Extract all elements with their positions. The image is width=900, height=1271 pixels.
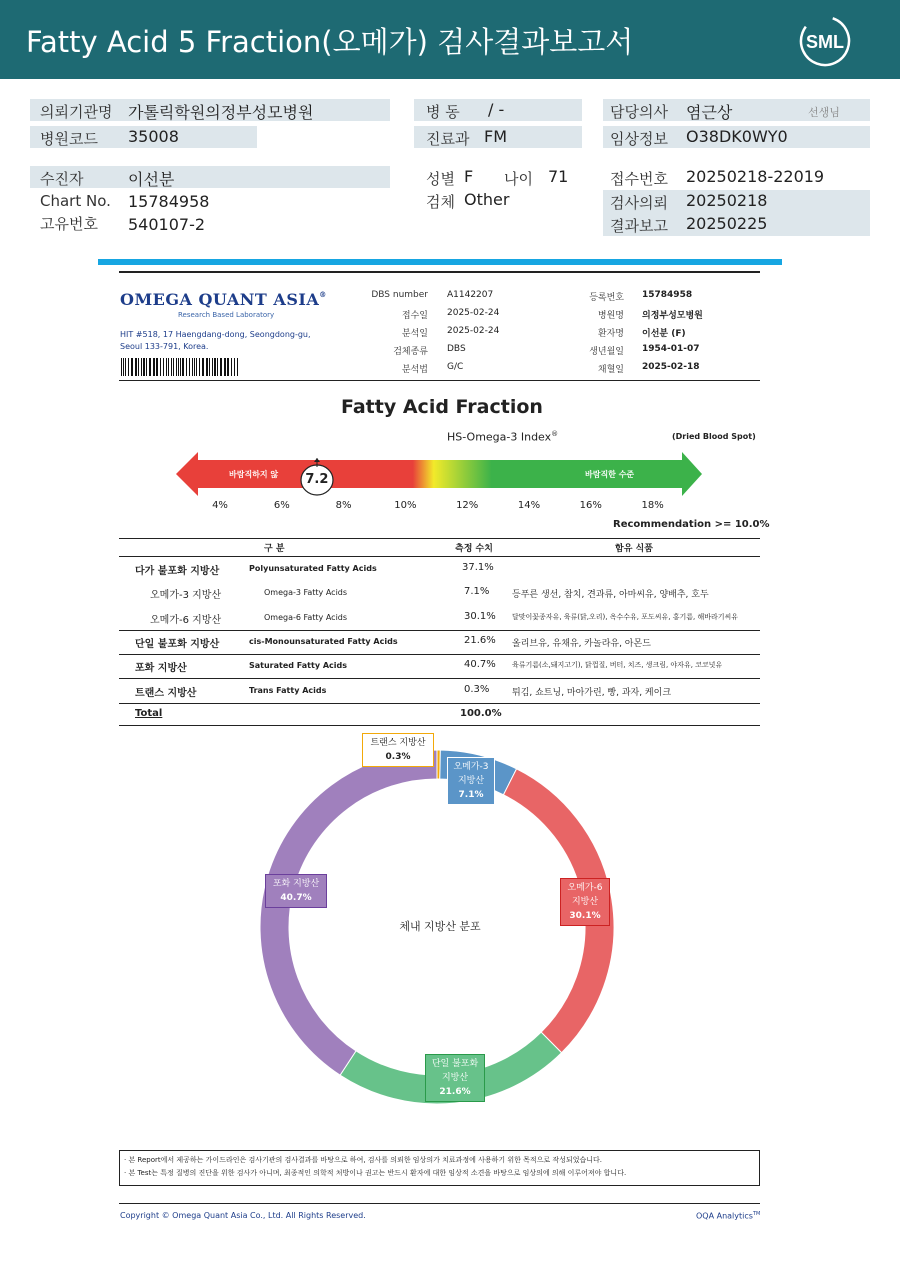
table-row-divider — [119, 654, 760, 655]
table-row-kr: 단일 불포화 지방산 — [135, 638, 220, 650]
lab-bottom-rule — [119, 380, 760, 381]
lab-mid-value-1: 2025-02-24 — [447, 308, 500, 318]
index-name: HS-Omega-3 Index® — [447, 430, 559, 444]
patient-label: 수진자 — [40, 170, 84, 188]
gauge-tick-1: 6% — [273, 500, 290, 511]
recommendation: Recommendation >= 10.0% — [613, 519, 770, 530]
gauge-tick-3: 10% — [394, 500, 417, 511]
age-label: 나이 — [504, 170, 533, 188]
table-row-value: 37.1% — [462, 562, 494, 573]
lab-right-value-3: 1954-01-07 — [642, 344, 700, 354]
table-row-divider — [119, 630, 760, 631]
lab-mid-label-0: DBS number — [371, 290, 428, 300]
lab-mid-label-3: 검체종류 — [393, 347, 428, 357]
age-value: 71 — [548, 167, 569, 186]
table-row-kr: 다가 불포화 지방산 — [135, 566, 220, 577]
uid-label: 고유번호 — [40, 215, 98, 233]
table-row-en: Saturated Fatty Acids — [249, 661, 347, 671]
lab-mid-label-1: 접수일 — [401, 311, 428, 321]
gauge-tick-7: 18% — [641, 500, 664, 511]
table-row-value: 0.3% — [464, 683, 490, 695]
institution-value: 가톨릭학원의정부성모병원 — [128, 103, 314, 122]
label-trans: 트랜스 지방산 0.3% — [362, 733, 434, 767]
report-header — [0, 0, 900, 79]
patient-value: 이선분 — [128, 170, 175, 189]
table-rule-top — [119, 538, 760, 539]
report-title: Fatty Acid 5 Fraction(오메가) 검사결과보고서 — [26, 25, 634, 59]
report-label: 결과보고 — [610, 217, 668, 235]
doctor-label: 담당의사 — [610, 103, 668, 121]
sex-value: F — [464, 167, 474, 186]
svg-text:SML: SML — [806, 32, 844, 52]
request-label: 검사의뢰 — [610, 194, 668, 212]
table-row-divider — [119, 678, 760, 679]
specimen-label: 검체 — [426, 193, 455, 211]
uid-value: 540107-2 — [128, 215, 206, 234]
lab-address-2: Seoul 133-791, Korea. — [120, 342, 209, 351]
lab-top-rule — [119, 271, 760, 273]
table-rule-header — [119, 556, 760, 557]
clinical-label: 임상정보 — [610, 130, 668, 148]
sex-label: 성별 — [426, 170, 455, 188]
footer-brand: OQA Analytics™ — [696, 1211, 761, 1221]
total-value: 100.0% — [460, 708, 502, 719]
lab-right-label-4: 채혈일 — [597, 365, 624, 375]
donut-slice-4 — [260, 750, 437, 1075]
lab-mid-value-3: DBS — [447, 344, 466, 354]
hospital-code-value: 35008 — [128, 127, 179, 146]
chart-label: Chart No. — [40, 192, 111, 210]
table-row-value: 7.1% — [464, 586, 490, 598]
label-omega6: 오메가-6 지방산 30.1% — [560, 878, 610, 926]
lab-subtitle: Research Based Laboratory — [178, 311, 275, 319]
receipt-value: 20250218-22019 — [686, 167, 825, 186]
request-value: 20250218 — [686, 191, 768, 210]
lab-right-label-3: 생년월일 — [589, 347, 624, 357]
sml-logo-icon — [798, 14, 852, 68]
table-row-en: Polyunsaturated Fatty Acids — [249, 564, 377, 573]
institution-label: 의뢰기관명 — [40, 103, 113, 121]
lab-right-label-2: 환자명 — [597, 329, 624, 339]
copyright: Copyright © Omega Quant Asia Co., Ltd. All Rights Reserved. — [120, 1211, 366, 1220]
table-row-kr: 오메가-6 지방산 — [150, 614, 222, 626]
disclaimer-line-2: · 본 Test는 특정 질병의 진단을 위한 검사가 아니며, 최종적인 의학적 처방이나 권고는 반드시 환자에 대한 임상적 소견을 바탕으로 임상의에 의해 이루어져야 합니다. — [124, 1169, 627, 1177]
total-label: Total — [135, 708, 163, 719]
table-row-en: Omega-3 Fatty Acids — [264, 588, 348, 598]
clinical-value: O38DK0WY0 — [686, 127, 788, 146]
specimen-note: (Dried Blood Spot) — [672, 432, 756, 441]
gauge-tick-0: 4% — [212, 500, 228, 511]
dept-label: 진료과 — [426, 130, 470, 148]
gauge-low-label: 바람직하지 않 — [229, 470, 279, 479]
gauge-high-label: 바람직한 수준 — [585, 470, 635, 479]
table-row-food: 올리브유, 유채유, 카놀라유, 아몬드 — [512, 638, 651, 649]
lab-right-label-0: 등록번호 — [589, 293, 624, 303]
chart-value: 15784958 — [128, 192, 210, 211]
table-header-food: 함유 식품 — [615, 544, 653, 554]
table-row-en: Trans Fatty Acids — [249, 685, 327, 695]
table-row-value: 21.6% — [464, 634, 496, 646]
table-rule-bottom — [119, 725, 760, 726]
table-row-en: cis-Monounsaturated Fatty Acids — [249, 636, 398, 646]
doctor-suffix: 선생님 — [808, 106, 840, 119]
barcode-icon — [121, 358, 241, 376]
doctor-value: 염근상 — [686, 103, 733, 122]
label-omega3: 오메가-3 지방산 7.1% — [447, 757, 495, 805]
lab-right-value-0: 15784958 — [642, 290, 693, 300]
table-header-category: 구 분 — [264, 544, 285, 554]
gauge-tick-2: 8% — [335, 500, 352, 511]
table-row-kr: 트랜스 지방산 — [135, 687, 197, 699]
table-row-food: 등푸른 생선, 참치, 견과류, 아마씨유, 양배추, 호두 — [512, 590, 709, 601]
table-row-food: 육류기름(소,돼지고기), 닭껍질, 버터, 치즈, 생크림, 야자유, 코코넛유 — [512, 661, 723, 670]
label-saturated: 포화 지방산 40.7% — [265, 874, 327, 908]
dept-value: FM — [484, 127, 508, 146]
lab-mid-label-2: 분석일 — [401, 329, 428, 339]
table-row-value: 40.7% — [464, 659, 496, 671]
lab-mid-value-0: A1142207 — [447, 290, 494, 300]
hospital-code-label: 병원코드 — [40, 130, 98, 148]
receipt-label: 접수번호 — [610, 170, 668, 188]
lab-address-1: HIT #518, 17 Haengdang-dong, Seongdong-gu, — [120, 330, 311, 339]
lab-mid-value-2: 2025-02-24 — [447, 326, 500, 336]
table-row-kr: 오메가-3 지방산 — [150, 590, 222, 602]
divider-bar — [98, 259, 782, 265]
lab-right-label-1: 병원명 — [597, 311, 624, 321]
lab-right-value-4: 2025-02-18 — [642, 362, 700, 372]
ward-label: 병 동 — [426, 103, 460, 121]
ward-value: / - — [488, 100, 505, 119]
table-row-en: Omega-6 Fatty Acids — [264, 612, 348, 622]
table-row-kr: 포화 지방산 — [135, 663, 187, 675]
specimen-value: Other — [464, 190, 510, 209]
lab-mid-value-4: G/C — [447, 362, 464, 372]
chart-center-title: 체내 지방산 분포 — [399, 920, 481, 933]
table-row-divider — [119, 703, 760, 704]
footer-rule — [119, 1203, 760, 1204]
lab-right-value-2: 이선분 (F) — [642, 329, 686, 339]
label-mufa: 단일 불포화 지방산 21.6% — [425, 1054, 485, 1102]
table-row-food: 달맞이꽃종자유, 육류(닭,오리), 옥수수유, 포도씨유, 홍기름, 해바라기씨유 — [512, 612, 739, 621]
gauge-tick-6: 16% — [579, 500, 602, 511]
disclaimer-line-1: · 본 Report에서 제공하는 가이드라인은 검사기관의 검사결과를 바탕으로 하여, 검사를 의뢰한 임상의가 치료과정에 사용하기 위한 목적으로 작성되었습니다. — [124, 1156, 602, 1164]
lab-right-value-1: 의정부성모병원 — [642, 311, 703, 321]
table-header-value: 측정 수치 — [455, 544, 493, 554]
gauge-value-marker — [299, 458, 335, 498]
gauge-value-text: 7.2 — [305, 472, 329, 487]
table-row-food: 튀김, 쇼트닝, 마아가린, 빵, 과자, 케이크 — [512, 687, 672, 698]
report-value: 20250225 — [686, 214, 768, 233]
table-row-value: 30.1% — [464, 610, 496, 622]
lab-mid-label-4: 분석법 — [401, 365, 428, 375]
section-title: Fatty Acid Fraction — [341, 396, 543, 418]
disclaimer-box — [119, 1150, 760, 1186]
gauge-tick-4: 12% — [456, 500, 479, 511]
gauge-tick-5: 14% — [517, 500, 541, 511]
lab-name: OMEGA QUANT ASIA® — [120, 290, 327, 309]
